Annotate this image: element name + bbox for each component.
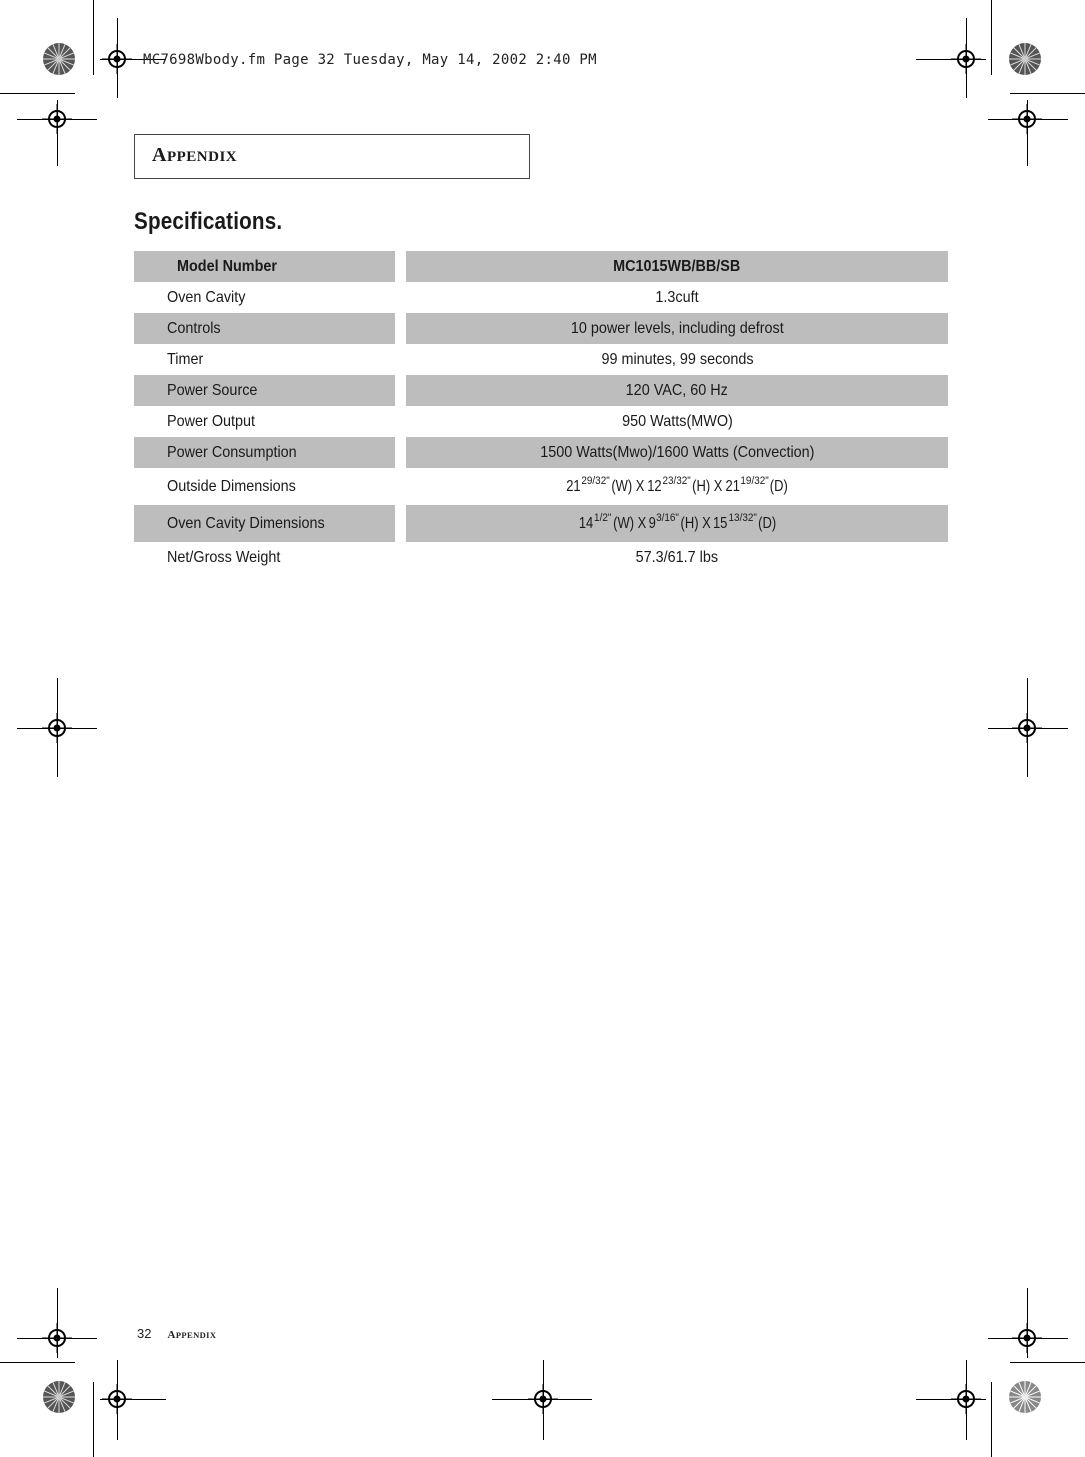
registration-mark-icon [951, 1384, 981, 1414]
table-header-row [134, 251, 948, 282]
dim-axis: (H) X [692, 477, 723, 495]
star-target-icon [1008, 1380, 1042, 1414]
star-target-icon [42, 1380, 76, 1414]
dim-whole: 15 [712, 514, 728, 532]
row-label: Net/Gross Weight [167, 548, 281, 566]
row-value: 120 VAC, 60 Hz [406, 375, 948, 406]
crop-mark [1010, 1362, 1085, 1363]
registration-mark-icon [42, 1323, 72, 1353]
print-header: MC7698Wbody.fm Page 32 Tuesday, May 14, 2002 2:40 PM [143, 52, 597, 68]
registration-mark-icon [42, 713, 72, 743]
dim-whole: 9 [648, 514, 656, 532]
dim-whole: 14 [578, 514, 593, 532]
page-number: 32 [137, 1326, 152, 1341]
row-label: Outside Dimensions [167, 477, 296, 495]
registration-mark-icon [102, 1384, 132, 1414]
dim-fraction: 13/32" [728, 511, 757, 524]
dim-whole: 21 [566, 477, 581, 495]
dim-whole: 21 [725, 477, 740, 495]
table-header-value: MC1015WB/BB/SB [406, 251, 948, 282]
table-row [134, 468, 948, 505]
table-row [134, 505, 948, 542]
row-label: Power Output [167, 412, 256, 430]
row-label: Oven Cavity [167, 288, 246, 306]
star-target-icon [1008, 42, 1042, 76]
registration-mark-icon [42, 104, 72, 134]
table-row [134, 542, 948, 573]
table-row [134, 375, 948, 406]
section-title [152, 144, 237, 167]
crop-mark [991, 1382, 992, 1457]
registration-mark-icon [528, 1384, 558, 1414]
section-title-box [134, 134, 530, 179]
row-value-dimensions [406, 468, 948, 505]
crop-mark [0, 93, 75, 94]
crop-mark [93, 1382, 94, 1457]
row-value: 10 power levels, including defrost [406, 313, 948, 344]
page-title: Specifications. [134, 208, 283, 235]
table-row [134, 282, 948, 313]
row-value: 1.3cuft [655, 288, 699, 306]
star-target-icon [42, 42, 76, 76]
table-row [134, 344, 948, 375]
crop-mark [1010, 93, 1085, 94]
row-label: Controls [134, 313, 395, 344]
row-value: 99 minutes, 99 seconds [600, 350, 754, 368]
dim-fraction: 3/16" [655, 511, 679, 524]
registration-mark-icon [1012, 713, 1042, 743]
registration-mark-icon [1012, 104, 1042, 134]
crop-mark [93, 0, 94, 75]
row-label: Power Source [134, 375, 395, 406]
table-row [134, 406, 948, 437]
dim-fraction: 1/2" [593, 511, 611, 524]
row-value-dimensions [406, 505, 948, 542]
dim-axis: (D) [757, 514, 776, 532]
row-label: Power Consumption [134, 437, 395, 468]
row-value: 950 Watts(MWO) [621, 412, 733, 430]
registration-mark-icon [102, 44, 132, 74]
footer-title: APPENDIX [167, 1329, 217, 1341]
row-label: Timer [167, 350, 204, 368]
dim-whole: 12 [647, 477, 662, 495]
page-footer [137, 1326, 216, 1341]
row-label: Oven Cavity Dimensions [134, 505, 395, 542]
section-title-initial: A [152, 144, 167, 166]
table-row [134, 437, 948, 468]
crop-mark [0, 1362, 75, 1363]
registration-mark-icon [951, 44, 981, 74]
registration-mark-icon [1012, 1323, 1042, 1353]
row-value: 57.3/61.7 lbs [635, 548, 719, 566]
dim-axis: (D) [769, 477, 788, 495]
row-value: 1500 Watts(Mwo)/1600 Watts (Convection) [406, 437, 948, 468]
table-row [134, 313, 948, 344]
spec-table [134, 251, 948, 573]
dim-axis: (H) X [680, 514, 711, 532]
dim-fraction: 29/32" [581, 474, 610, 487]
table-header-label: Model Number [134, 251, 395, 282]
dim-fraction: 23/32" [662, 474, 691, 487]
dim-fraction: 19/32" [740, 474, 769, 487]
dim-axis: (W) X [612, 514, 646, 532]
section-title-rest: PPENDIX [166, 149, 238, 165]
dim-axis: (W) X [611, 477, 645, 495]
crop-mark [991, 0, 992, 75]
